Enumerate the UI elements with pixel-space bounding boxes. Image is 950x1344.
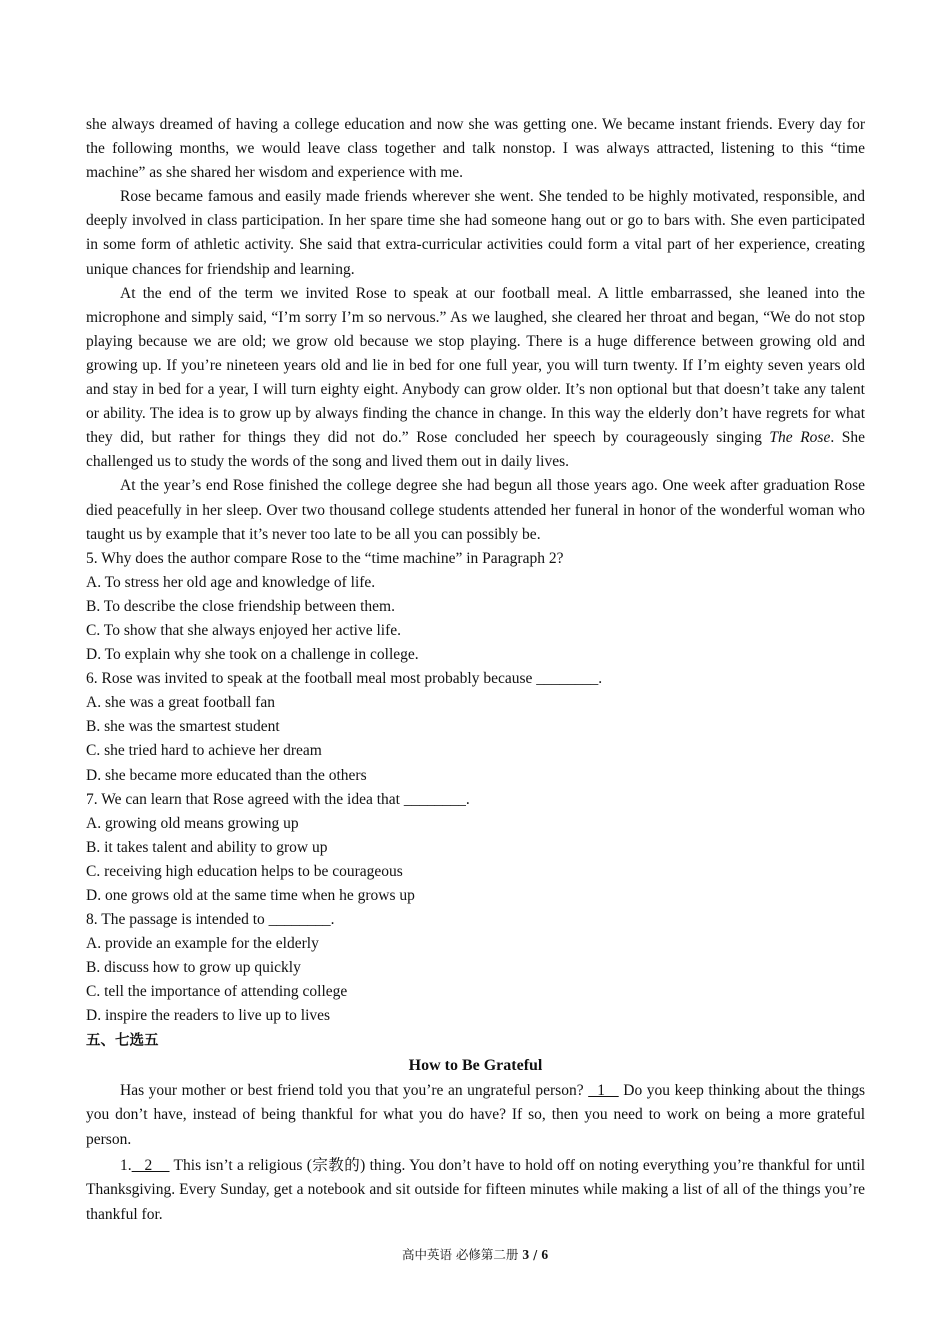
option-c: C. tell the importance of attending college <box>86 983 348 1001</box>
item-number: 1. <box>120 1156 132 1174</box>
option-c: C. she tried hard to achieve her dream <box>86 742 322 760</box>
blank-1: 1 <box>588 1081 619 1099</box>
passage-paragraph-4: At the year’s end Rose finished the college degree she had begun all those years ago. One week after graduation Rose died peacefully in her sleep. Over two thousand college students attended her funeral in honor of the wonderful woman who taught us by example that it’s never too late to be all you can possibly be. <box>86 477 865 543</box>
option-b: B. she was the smartest student <box>86 718 280 736</box>
page-separator: / <box>529 1247 542 1262</box>
option-c: C. receiving high education helps to be courageous <box>86 862 403 880</box>
blank-2: 2 <box>131 1156 170 1174</box>
passage-title: How to Be Grateful <box>408 1056 543 1074</box>
section-heading: 五、七选五 <box>86 1032 159 1049</box>
section5-paragraph-2 <box>86 1154 865 1228</box>
page-number: 3 <box>522 1247 530 1262</box>
option-d: D. one grows old at the same time when he grows up <box>86 887 415 904</box>
option-d: D. she became more educated than the others <box>86 766 367 784</box>
option-a: A. provide an example for the elderly <box>86 935 319 953</box>
option-b: B. discuss how to grow up quickly <box>86 959 301 977</box>
passage-paragraph-3 <box>86 282 865 475</box>
option-d: D. inspire the readers to live up to lives <box>86 1007 331 1025</box>
page-total: 6 <box>541 1247 549 1262</box>
song-title: The Rose <box>769 429 831 447</box>
option-a: A. she was a great football fan <box>86 694 275 712</box>
document-page <box>86 113 865 1227</box>
question-7 <box>86 788 865 908</box>
question-5 <box>86 547 865 667</box>
paragraph-text: This isn’t a religious (宗教的) thing. You don’t have to hold off on noting everything you’re thankful for until Thanksgiving. Every Sunday, get a notebook and sit outside for fifteen minutes while making a list of all of the things you’re thankful for. <box>86 1156 866 1223</box>
paragraph-text-continued: Do you keep thinking about the things you don’t have, instead of being thankful for what you do have? If so, then you need to work on being a more grateful person. <box>86 1081 865 1149</box>
question-6 <box>86 667 865 787</box>
question-stem: 7. We can learn that Rose agreed with the idea that ________. <box>86 790 470 808</box>
footer-label: 高中英语 必修第二册 <box>401 1247 523 1262</box>
option-d: D. To explain why she took on a challenge in college. <box>86 646 419 664</box>
option-a: A. To stress her old age and knowledge of life. <box>86 573 376 591</box>
question-8 <box>86 908 865 1028</box>
question-stem: 6. Rose was invited to speak at the football meal most probably because ________. <box>86 670 603 688</box>
paragraph-3-end: . She challenged us to study the words of the song and lived them out in daily lives. <box>86 429 865 471</box>
paragraph-3-text: At the end of the term we invited Rose to speak at our football meal. A little embarrassed, she leaned into the microphone and simply said, “I’m sorry I’m so nervous.” As we laughed, she cleared her throat and began, “We do not stop playing because we are old; we grow old because we stop playing. There is a huge difference between growing old and growing up. If you’re nineteen years old and lie in bed for one full year, you will turn twenty. If I’m eighty seven years old and stay in bed for a year, I will turn eighty eight. Anybody can grow older. It’s non optional but that doesn’t take any talent or ability. The idea is to grow up by always finding the chance in change. In this way the elderly don’t have regrets for what they did, but rather for things they did not do.” Rose concluded her speech by courageously singing <box>86 284 865 447</box>
question-stem: 5. Why does the author compare Rose to the “time machine” in Paragraph 2? <box>86 549 564 567</box>
section5-paragraph-1 <box>86 1079 865 1153</box>
option-b: B. To describe the close friendship between them. <box>86 597 395 615</box>
page-footer <box>0 1246 950 1264</box>
passage-paragraph-1: she always dreamed of having a college education and now she was getting one. We became instant friends. Every day for the following months, we would leave class together and talk nonstop. I was always attracted, listening to this “time machine” as she shared her wisdom and experience with me. <box>86 116 865 182</box>
passage-paragraph-2: Rose became famous and easily made friends wherever she went. She tended to be highly motivated, responsible, and deeply involved in class participation. In her spare time she had someone hang out or go to bars with. She even participated in some form of athletic activity. She said that extra-curricular activities could form a vital part of her experience, creating unique chances for friendship and learning. <box>86 188 865 278</box>
option-c: C. To show that she always enjoyed her active life. <box>86 621 402 639</box>
question-stem: 8. The passage is intended to ________. <box>86 911 335 929</box>
option-b: B. it takes talent and ability to grow up <box>86 838 328 856</box>
paragraph-text: Has your mother or best friend told you that you’re an ungrateful person? <box>120 1081 589 1099</box>
option-a: A. growing old means growing up <box>86 814 299 832</box>
